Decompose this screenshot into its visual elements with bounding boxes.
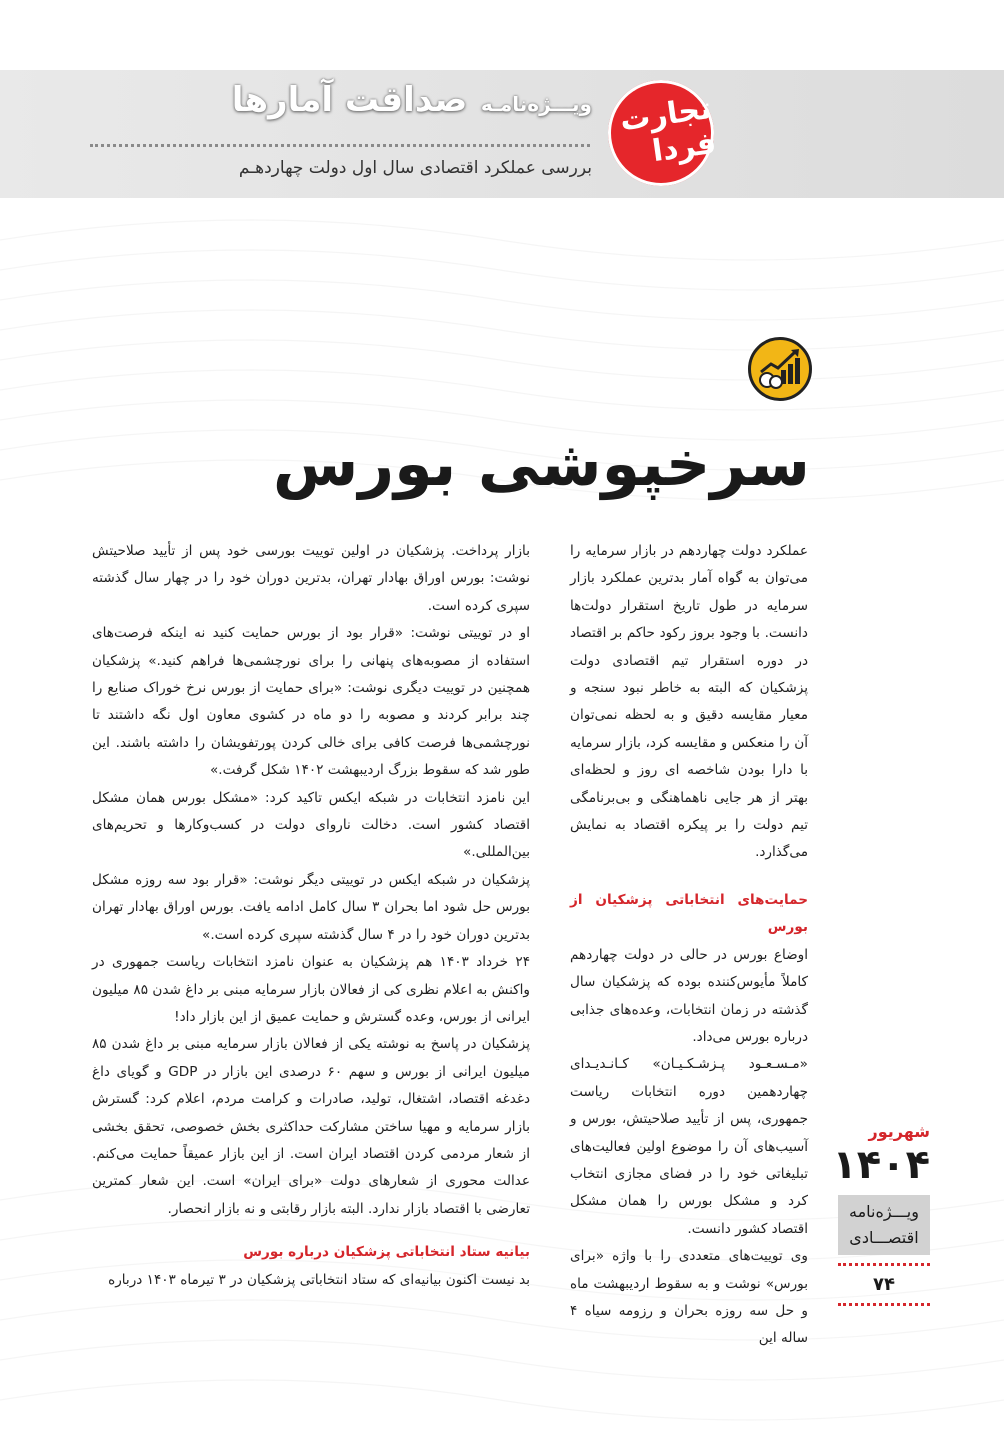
side-dotted-divider [838,1303,930,1306]
paragraph: ۲۴ خرداد ۱۴۰۳ هم پزشکیان به عنوان نامزد انتخابات ریاست جمهوری در واکنش به اعلام نظری کی از فعالان بازار سرمایه مبنی بر داغ شدن ۸۵ میلیون ایرانی از بورس، وعده گسترش و حمایت عمیق از این بازار داد! [92,954,531,1025]
issue-info-box [832,1122,930,1306]
page-number: ۷۴ [873,1274,895,1295]
header-dotted-divider [90,144,590,147]
paragraph: اوضاع بورس در حالی در دولت چهاردهم کاملاً مأیوس‌کننده بوده که پزشکیان سال گذشته در زمان انتخابات، وعده‌های جذابی درباره بورس می‌داد. [570,946,808,1045]
paragraph: پزشکیان در پاسخ به نوشته یکی از فعالان بازار سرمایه مبنی بر داغ شدن ۸۵ میلیون ایرانی از بورس و سهم ۶۰ درصدی این بازار در GDP و گویای داغ دغدغه اقتصاد، اشتغال، تولید، صادرات و کرامت مردم، اعلام کرد: گسترش بازار سرمایه و مهیا ساختن مشارکت حداکثری بخش خصوصی، تحقق بخشی از شعار مردمی کردن اقتصاد ایران است. از این بازار عمیقاً حمایت می‌کنم. عدالت محوری از شعارهای دولت «برای ایران» است. این شعار کمترین تعارضی با اقتصاد بازار ندارد. البته بازار رقابتی و نه بازار انحصار. [92,1036,530,1217]
article-column-left [92,538,530,1294]
magazine-logo [608,80,719,186]
paragraph: بد نیست اکنون بیانیه‌ای که ستاد انتخاباتی پزشکیان در ۳ تیرماه ۱۴۰۳ درباره [108,1271,530,1288]
paragraph: «مـسـعـود پـزشـکـیـان» کـانـدیـدای چهاردهمین دوره انتخابات ریاست جمهوری، پس از تأیید صلاحیتش، بورس و آسیب‌های آن را موضوع اولین فعالیت‌های تبلیغاتی خود را در فضای مجازی انتخاب کرد و مشکل بورس را همان مشکل اقتصاد کشور دانست. [570,1056,808,1237]
special-issue-prefix: ویـــژه‌نامـه [480,92,592,116]
paragraph: عملکرد دولت چهاردهم در بازار سرمایه را می‌توان به گواه آمار بدترین عملکرد بازار سرمایه در طول تاریخ استقرار دولت‌ها دانست. با وجود بروز رکود حاکم بر اقتصاد در دوره استقرار تیم اقتصادی دولت پزشکیان که البته به خاطر نبود سنجه و معیار مقایسه دقیق و به لحظه نمی‌توان آن را منعکس و مقایسه کرد، بازار سرمایه با دارا بودن شاخصه ای روز و لحظه‌ای بهتر از هر جایی ناهماهنگی و بی‌برنامگی تیم دولت را بر پیکره اقتصاد به نمایش می‌گذارد. [570,543,808,861]
article-column-right [570,538,808,1353]
paragraph: وی توییت‌های متعددی را با واژه «برای بورس» نوشت و به سقوط اردیبهشت ماه و حل سه روزه بحران و رزومه سیاه ۴ ساله این [570,1248,808,1347]
paragraph: بازار پرداخت. پزشکیان در اولین توییت بورسی خود پس از تأیید صلاحیتش نوشت: بورس اوراق بهادار تهران، بدترین دوران خود را در چهار سال گذشته سپری کرده است. [92,543,530,614]
paragraph: او در توییتی نوشت: «قرار بود از بورس حمایت کنید نه اینکه فرصت‌های استفاده از مصوبه‌های پنهانی را برای نورچشمی‌ها فراهم کنید.» پزشکیان همچنین در توییت دیگری نوشت: «برای حمایت از بورس نرخ خوراک صنایع را چند برابر کردند و مصوبه را دو ماه در کشوی معاون اول نگه داشتند تا نورچشمی‌ها فرصت کافی برای خالی کردن پورتفویشان را داشته باشند. این طور شد که سقوط بزرگ اردیبهشت ۱۴۰۲ شکل گرفت.» [92,625,530,779]
paragraph: پزشکیان در شبکه ایکس در توییتی دیگر نوشت: «قرار بود سه روزه مشکل بورس حل شود اما بحران ۳ سال کامل ادامه یافت. بورس اوراق بهادار تهران بدترین دوران خود را در ۴ سال گذشته سپری کرده است.» [92,871,530,943]
side-dotted-divider [838,1263,930,1266]
issue-month: شهریور [868,1122,930,1141]
issue-year: ۱۴۰۴ [832,1142,930,1188]
header-subtitle: بررسی عملکرد اقتصادی سال اول دولت چهاردهـم [238,158,592,178]
article-title: سرخپوشی بورس [272,427,810,500]
logo-text: تجارت فردا [617,90,719,170]
special-issue-title [130,80,592,136]
paragraph: این نامزد انتخابات در شبکه ایکس تاکید کرد: «مشکل بورس همان مشکل اقتصاد کشور است. دخالت ناروای دولت در کسب‌وکارها و تحریم‌های بین‌المللی.» [92,789,530,861]
section-heading: بیانیه ستاد انتخاباتی پزشکیان درباره بورس [243,1244,530,1261]
section-heading: حمایت‌های انتخاباتی پزشکیان از بورس [570,891,808,936]
special-issue-name: صداقت آمارها [231,80,468,120]
stock-chart-coins-icon [748,337,812,401]
issue-label: ویـــژه‌نامه اقتصـــادی [838,1195,930,1255]
